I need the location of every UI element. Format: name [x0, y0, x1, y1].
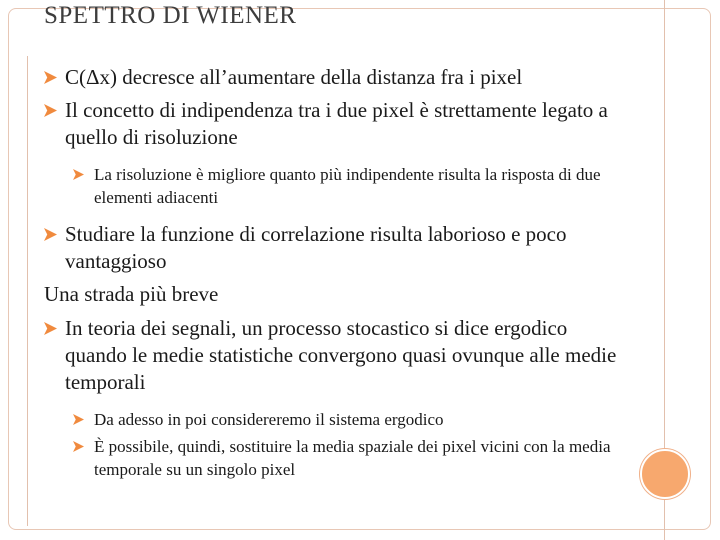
bullet-text: C(Δx) decresce all’aumentare della distanza fra i pixel: [65, 65, 523, 89]
bullet-item: [44, 64, 634, 91]
bullet-item: [44, 97, 634, 151]
dingbat-arrow-icon: [44, 71, 57, 84]
left-divider: [27, 56, 28, 526]
slide-title: SPETTRO DI WIENER: [44, 2, 297, 29]
sub-bullet-item: [73, 163, 634, 209]
bullet-text: La risoluzione è migliore quanto più indipendente risulta la risposta di due elementi adiacenti: [94, 165, 601, 207]
dingbat-arrow-icon: [44, 104, 57, 117]
bullet-item: [44, 221, 634, 275]
dingbat-arrow-icon: [73, 441, 84, 452]
plain-line: [44, 281, 634, 308]
bullet-text: Da adesso in poi considereremo il sistema ergodico: [94, 410, 444, 429]
dingbat-arrow-icon: [73, 169, 84, 180]
sub-bullet-item: [73, 408, 634, 431]
bullet-text: È possibile, quindi, sostituire la media spaziale dei pixel vicini con la media temporale su un singolo pixel: [94, 437, 611, 479]
bullet-text: Il concetto di indipendenza tra i due pixel è strettamente legato a quello di risoluzione: [65, 98, 608, 149]
plain-text: Una strada più breve: [44, 282, 219, 306]
bullet-text: Studiare la funzione di correlazione risulta laborioso e poco vantaggioso: [65, 222, 567, 273]
dingbat-arrow-icon: [44, 228, 57, 241]
slide-body: [44, 64, 634, 485]
decorative-circle: [640, 449, 690, 499]
bullet-text: In teoria dei segnali, un processo stocastico si dice ergodico quando le medie statistiche convergono quasi ovunque alle medie temporali: [65, 316, 617, 394]
dingbat-arrow-icon: [73, 414, 84, 425]
sub-bullet-item: [73, 435, 634, 481]
bullet-item: [44, 315, 634, 396]
dingbat-arrow-icon: [44, 322, 57, 335]
